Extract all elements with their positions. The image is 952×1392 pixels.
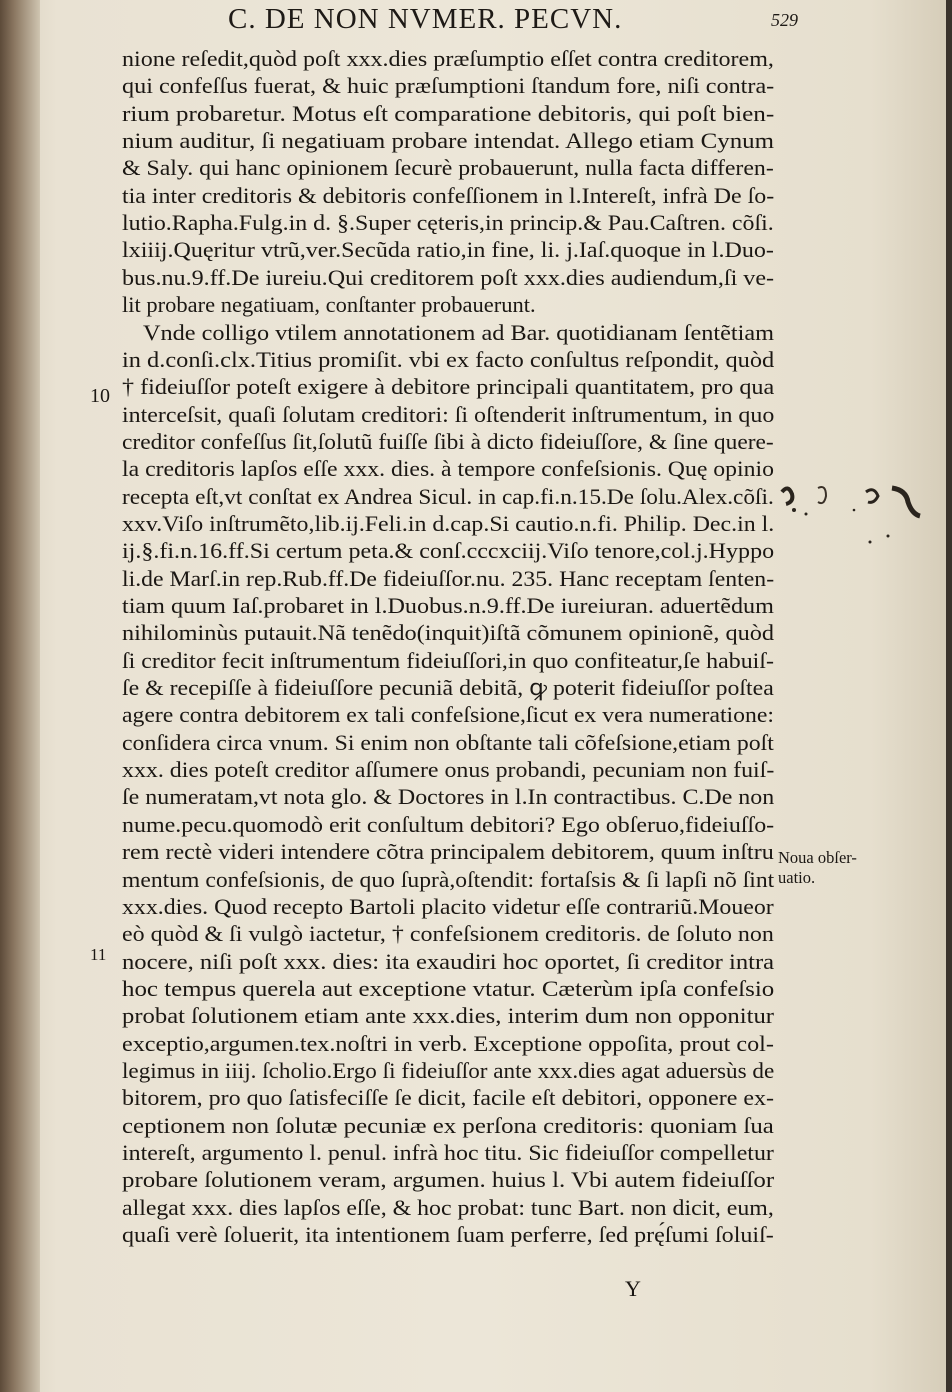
body-line: lxiiij.Quęritur vtrũ,ver.Secũda ratio,in fine, li. j.Iaſ.quoque in l.Duo- <box>122 237 774 263</box>
body-line: rium probaretur. Motus eſt comparatione debitoris, qui poſt bien- <box>122 100 775 126</box>
running-title: C. DE NON NVMER. PECVN. <box>228 3 623 35</box>
body-line: legimus in iiij. ſcholio.Ergo ſi fideiuſſor ante xxx.dies agat aduersùs de <box>122 1057 775 1083</box>
side-note-line: uatio. <box>778 868 816 887</box>
body-line: quaſi verè ſoluerit, ita intentionem ſuam perferre, ſed prę́ſumi ſoluiſ- <box>122 1222 774 1248</box>
body-line: nium auditur, ſi negatiuam probare intendat. Allego etiam Cynum <box>122 128 774 154</box>
body-line: nihilominùs putauit.Nã tenẽdo(inquit)iſtã cõmunem opinionẽ, quòd <box>122 620 775 646</box>
body-line: ſi creditor fecit inſtrumentum fideiuſſori,in quo confiteatur,ſe habuiſ- <box>122 647 774 673</box>
body-line: mentum confeſsionis, de quo ſuprà,oſtendit: fortaſsis & ſi lapſi nõ ſint <box>122 866 775 892</box>
signature-mark: Y <box>625 1276 641 1301</box>
ink-smudge-marks <box>770 470 940 560</box>
body-line: in d.conſi.clx.Titius promiſit. vbi ex facto conſultus reſpondit, quòd <box>122 346 775 372</box>
page-number: 529 <box>771 10 798 30</box>
body-line: xxx. dies poteſt creditor aſſumere onus probandi, pecuniam non fuiſ- <box>122 757 775 783</box>
body-line: ſe numeratam,vt nota glo. & Doctores in l.In contractibus. C.De non <box>122 784 775 810</box>
body-line: li.de Marſ.in rep.Rub.ff.De fideiuſſor.nu. 235. Hanc receptam ſenten- <box>122 565 775 591</box>
body-line: creditor confeſſus ſit,ſolutũ fuiſſe ſibi à dicto fideiuſſore, & ſine quere- <box>122 428 774 454</box>
body-line: xxx.dies. Quod recepto Bartoli placito videtur eſſe contrariũ.Moueor <box>122 893 774 919</box>
body-line: probat ſolutionem etiam ante xxx.dies, interim dum non opponitur <box>122 1003 775 1029</box>
body-line: tia inter creditoris & debitoris confeſſionem in l.Intereſt, infrà De ſo- <box>122 182 775 208</box>
body-line: ceptionem non ſolutæ pecuniæ ex perſona creditoris: quoniam ſua <box>122 1112 774 1138</box>
body-line: lit probare negatiuam, conſtanter probauerunt. <box>122 292 536 318</box>
body-line: ij.§.fi.n.16.ff.Si certum peta.& conſ.cccxciij.Viſo tenore,col.j.Hyppo <box>122 538 775 564</box>
body-line: probare ſolutionem veram, argumen. huius l. Vbi autem fideiuſſor <box>122 1167 775 1193</box>
body-line: Vnde colligo vtilem annotationem ad Bar. quotidianam ſentẽtiam <box>143 319 775 345</box>
body-line: agere contra debitorem ex tali confeſsione,ſicut ex vera numeratione: <box>122 702 774 728</box>
body-line: eò quòd & ſi vulgò iactetur, † confeſsionem creditoris. de ſoluto non <box>122 921 774 947</box>
body-line: nume.pecu.quomodò erit conſultum debitori? Ego obſeruo,fideiuſſo- <box>122 811 775 837</box>
body-line: interceſsit, quaſi ſolutam creditori: ſi oſtenderit inſtrumentum, in quo <box>122 401 775 427</box>
body-line: rem rectè videri intendere cõtra principalem debitorem, quum inſtru <box>122 839 774 865</box>
body-line: allegat xxx. dies lapſos eſſe, & hoc probat: tunc Bart. non dicit, eum, <box>122 1194 774 1220</box>
body-line: nocere, niſi poſt xxx. dies: ita exaudiri hoc oportet, ſi creditor intra <box>122 948 775 974</box>
body-line: ſe & recepiſſe à fideiuſſore pecuniã debitã, ꝙ poterit fideiuſſor poſtea <box>122 675 774 701</box>
body-line: lutio.Rapha.Fulg.in d. §.Super cęteris,in princip.& Pau.Caſtren. cõſi. <box>122 210 774 236</box>
margin-number-10: 10 <box>90 385 110 407</box>
side-note <box>778 848 857 888</box>
side-note-line: Noua obſer- <box>778 848 857 867</box>
body-line: † fideiuſſor poteſt exigere à debitore principali quantitatem, pro qua <box>122 374 775 400</box>
body-line: hoc tempus querela aut exceptione vtatur. Cæterùm ipſa confeſsio <box>122 975 775 1001</box>
body-line: la creditoris lapſos eſſe xxx. dies. à tempore confeſsionis. Quę opinio <box>122 456 774 482</box>
page-edge <box>946 0 952 1392</box>
body-line: tiam quum Iaſ.probaret in l.Duobus.n.9.ff.De iureiuran. aduertẽdum <box>122 593 774 618</box>
body-line: qui confeſſus fuerat, & huic præſumptioni ſtandum fore, niſi contra- <box>122 73 775 99</box>
body-line: nione reſedit,quòd poſt xxx.dies præſumptio eſſet contra creditorem, <box>122 46 774 71</box>
body-line: & Saly. qui hanc opinionem ſecurè probauerunt, nulla facta differen- <box>122 155 774 181</box>
body-line: recepta eſt,vt conſtat ex Andrea Sicul. in cap.fi.n.15.De ſolu.Alex.cõſi. <box>122 483 774 509</box>
book-gutter <box>0 0 40 1392</box>
margin-number-11: 11 <box>90 945 107 964</box>
body-line: xxv.Viſo inſtrumẽto,lib.ij.Feli.in d.cap.Si cautio.n.fi. Philip. Dec.in l. <box>122 510 775 536</box>
body-line: conſidera circa vnum. Si enim non obſtante tali cõfeſsione,etiam poſt <box>122 729 774 755</box>
body-line: bus.nu.9.ff.De iureiu.Qui creditorem poſt xxx.dies audiendum,ſi ve- <box>122 264 775 290</box>
body-line: bitorem, pro quo ſatisfeciſſe ſe dicit, facile eſt debitori, opponere ex- <box>122 1085 775 1111</box>
body-line: intereſt, argumento l. penul. infrà hoc titu. Sic fideiuſſor compelletur <box>122 1140 774 1165</box>
body-line: exceptio,argumen.tex.noſtri in verb. Exceptione oppoſita, prout col- <box>122 1030 774 1056</box>
